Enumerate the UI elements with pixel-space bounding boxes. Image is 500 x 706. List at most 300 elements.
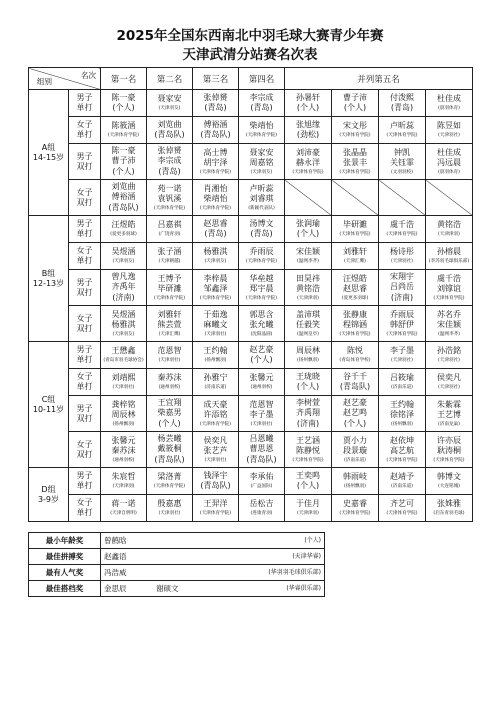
player-name: 范恩智 bbox=[249, 399, 274, 409]
result-cell bbox=[426, 396, 473, 432]
player-name: 侯奕凡 bbox=[437, 373, 461, 383]
player-name: 陈昱如 bbox=[437, 121, 461, 131]
result-cell bbox=[101, 270, 147, 306]
result-cell bbox=[332, 495, 379, 522]
result-cell bbox=[285, 144, 332, 180]
club-name: (天津体育学院) bbox=[386, 457, 418, 463]
player-name: 王奕鸣 bbox=[296, 470, 320, 480]
result-cell bbox=[379, 468, 426, 495]
player-name: 韩博文 bbox=[437, 472, 461, 482]
result-cell bbox=[332, 270, 379, 306]
result-cell bbox=[239, 369, 285, 396]
result-cell bbox=[332, 468, 379, 495]
result-cell bbox=[285, 495, 332, 522]
player-name: 华垒越 bbox=[249, 273, 274, 283]
player-name: 乔雨辰 bbox=[390, 309, 414, 319]
player-name: 朱宸哲 bbox=[111, 472, 136, 482]
result-cell bbox=[101, 243, 147, 270]
player-name: 徐铭泽 bbox=[390, 410, 414, 419]
result-cell bbox=[426, 90, 473, 117]
club-name: (天津体育学院) bbox=[107, 132, 140, 138]
player-name: 孙雅宁 bbox=[203, 373, 228, 383]
player-name: 宋佳颖 bbox=[296, 247, 320, 257]
player-name: 王约翰 bbox=[203, 346, 228, 356]
result-cell bbox=[147, 369, 193, 396]
result-cell bbox=[285, 306, 332, 342]
player-name: 柴嘉男 bbox=[157, 408, 182, 418]
result-cell bbox=[101, 396, 147, 432]
result-cell bbox=[426, 117, 473, 144]
result-cell bbox=[332, 306, 379, 342]
player-name: 刘靖熙 bbox=[111, 373, 136, 383]
club-name: (天津体育学院) bbox=[433, 457, 465, 463]
player-name: 王懋鑫 bbox=[111, 346, 136, 356]
result-cell bbox=[147, 306, 193, 342]
club-name: (晨羽体育) bbox=[438, 169, 460, 175]
result-cell bbox=[147, 180, 193, 216]
group-name: D组 bbox=[41, 484, 56, 494]
player-name: 李宗成 bbox=[157, 156, 182, 166]
event-name: 女子双打 bbox=[69, 180, 101, 216]
result-cell bbox=[193, 270, 239, 306]
result-cell bbox=[101, 216, 147, 243]
player-name: 宋翔宇 bbox=[390, 271, 414, 281]
player-name: 傅裕涵 bbox=[111, 192, 136, 202]
result-cell bbox=[193, 468, 239, 495]
player-name: 龚梓铭 bbox=[111, 399, 136, 409]
header-row bbox=[29, 68, 473, 90]
header-third: 第三名 bbox=[193, 68, 239, 90]
player-name: 陈一豪 bbox=[111, 92, 136, 102]
club-name: (天津体育学院) bbox=[339, 510, 371, 516]
club-name: (天津汇鹰) bbox=[344, 258, 366, 264]
result-cell bbox=[101, 306, 147, 342]
results-table bbox=[28, 67, 473, 522]
player-name: 曹思恩 bbox=[249, 444, 274, 454]
result-cell bbox=[147, 243, 193, 270]
player-name: 殷嘉惠 bbox=[157, 499, 182, 509]
award-winner bbox=[101, 533, 325, 549]
club-name: (个人) bbox=[343, 103, 367, 112]
player-name: 张艺芦 bbox=[203, 446, 228, 455]
result-cell bbox=[426, 432, 473, 468]
result-cell bbox=[426, 468, 473, 495]
club-name: (天津体育学院) bbox=[199, 295, 232, 301]
result-cell bbox=[147, 495, 193, 522]
player-name: 袁钒溪 bbox=[157, 194, 182, 203]
club-name: (天津体育学院) bbox=[339, 331, 371, 337]
club-name: (温网李齐) bbox=[297, 258, 319, 264]
result-cell bbox=[193, 117, 239, 144]
header-fourth: 第四名 bbox=[239, 68, 285, 90]
table-row bbox=[29, 468, 473, 495]
result-cell bbox=[101, 180, 147, 216]
club-name: (天津羽社) bbox=[204, 331, 227, 337]
club-name: (天津体育学院) bbox=[433, 295, 465, 301]
award-winner bbox=[101, 581, 325, 597]
result-cell bbox=[193, 396, 239, 432]
result-cell bbox=[147, 117, 193, 144]
player-name: 李宗成 bbox=[249, 92, 274, 102]
group-ages: 12-13岁 bbox=[32, 278, 65, 288]
club-name: (济南) bbox=[390, 292, 414, 302]
result-cell bbox=[147, 270, 193, 306]
event-name: 男子单打 bbox=[69, 342, 101, 369]
player-name: 刘沛豪 bbox=[296, 147, 320, 157]
result-cell bbox=[379, 396, 426, 432]
club-name: (天津羽社) bbox=[438, 384, 460, 390]
club-name: (天津羽社) bbox=[250, 421, 273, 427]
player-name: 秦苏沫 bbox=[157, 373, 182, 383]
player-name: 侯奕凡 bbox=[203, 435, 228, 445]
club-name: (青岛) bbox=[204, 103, 227, 112]
club-name: (济南龙巢) bbox=[438, 421, 460, 427]
player-name: 张倬赟 bbox=[157, 145, 182, 155]
result-cell bbox=[332, 369, 379, 396]
club-name: (天津羽社) bbox=[112, 384, 135, 390]
player-name: 钱泽宇 bbox=[203, 470, 228, 480]
club-name: (通州羽校) bbox=[158, 384, 181, 390]
club-name: (天津体育学院) bbox=[292, 457, 324, 463]
page-subtitle: 天津武清分站赛名次表 bbox=[182, 47, 318, 63]
club-name: (个人) bbox=[112, 166, 135, 176]
player-name: 陈一豪 bbox=[111, 145, 136, 155]
player-name: 王羿洋 bbox=[203, 499, 228, 509]
club-name: (济南) bbox=[112, 292, 135, 302]
header-corner bbox=[29, 68, 101, 90]
result-cell bbox=[426, 216, 473, 243]
player-name: 盖沛琪 bbox=[296, 309, 320, 319]
player-name: 汪煜皓 bbox=[111, 220, 136, 230]
result-cell bbox=[101, 342, 147, 369]
player-name: 卢昕蕊 bbox=[249, 183, 274, 193]
club-name: (个人) bbox=[250, 355, 273, 364]
player-name: 刘镎谊 bbox=[437, 284, 461, 293]
event-name: 女子双打 bbox=[69, 306, 101, 342]
player-name: 齐禹翔 bbox=[296, 408, 320, 418]
result-cell bbox=[147, 396, 193, 432]
header-second: 第二名 bbox=[147, 68, 193, 90]
header-fifth: 并列第五名 bbox=[285, 68, 473, 90]
player-name: 杜佳成 bbox=[437, 147, 461, 157]
result-cell bbox=[193, 306, 239, 342]
player-name: 王珑晓 bbox=[296, 371, 320, 381]
player-name: 吴煜涵 bbox=[111, 247, 136, 257]
player-name: 吕尚岳 bbox=[390, 282, 414, 292]
player-name: 张姝雅 bbox=[437, 499, 461, 509]
player-name: 许亦辰 bbox=[437, 435, 461, 445]
player-name: 熊芸萱 bbox=[157, 320, 182, 329]
club-name: (青岛市羽毛球协会) bbox=[103, 357, 144, 363]
result-cell bbox=[239, 216, 285, 243]
club-name: (济南乐道) bbox=[344, 457, 366, 463]
result-cell bbox=[193, 342, 239, 369]
club-name: (青岛) bbox=[390, 103, 414, 112]
player-name: 成天豪 bbox=[203, 399, 228, 409]
club-name: (青岛) bbox=[250, 229, 273, 238]
result-cell bbox=[379, 117, 426, 144]
result-cell bbox=[379, 216, 426, 243]
player-name: 赵思睿 bbox=[343, 284, 367, 293]
table-row bbox=[29, 180, 473, 216]
player-name: 张馨元 bbox=[249, 373, 274, 383]
club-name: (天津羽社) bbox=[438, 357, 460, 363]
result-cell bbox=[285, 468, 332, 495]
result-cell bbox=[101, 117, 147, 144]
player-name: 卢昕蕊 bbox=[390, 121, 414, 131]
result-cell bbox=[332, 144, 379, 180]
club-name: (天津羽社) bbox=[391, 357, 413, 363]
award-row bbox=[29, 565, 325, 581]
player-name: 李子墨 bbox=[249, 410, 274, 419]
table-row bbox=[29, 144, 473, 180]
player-name: 钟凯 bbox=[394, 147, 410, 157]
club-name: (个人) bbox=[343, 418, 367, 428]
club-name: (天津体育学院) bbox=[339, 231, 371, 237]
event-name: 男子双打 bbox=[69, 270, 101, 306]
group-name: B组 bbox=[41, 268, 56, 278]
player-name: 许添铭 bbox=[203, 410, 228, 419]
player-name: 韩雨岐 bbox=[343, 472, 367, 482]
table-row bbox=[29, 270, 473, 306]
table-row bbox=[29, 216, 473, 243]
player-name: 刘雅轩 bbox=[343, 247, 367, 257]
player-name: 高士博 bbox=[203, 147, 228, 157]
player-name: 陈静悦 bbox=[296, 446, 320, 455]
result-cell bbox=[147, 342, 193, 369]
player-name: 张景丰 bbox=[343, 158, 367, 167]
award-label: 最佳搭档奖 bbox=[29, 581, 101, 597]
player-name: 赵艺鸣 bbox=[343, 408, 367, 418]
club-name: (青岛队) bbox=[154, 454, 185, 464]
group-cell bbox=[29, 216, 69, 342]
result-cell bbox=[147, 216, 193, 243]
player-name: 张允曦 bbox=[249, 320, 274, 329]
club-name: (济南乐道) bbox=[391, 384, 413, 390]
result-cell bbox=[332, 90, 379, 117]
club-name: (青岛队) bbox=[108, 202, 139, 212]
result-cell bbox=[285, 117, 332, 144]
club-name: (天津羽社) bbox=[158, 510, 181, 516]
result-cell bbox=[332, 396, 379, 432]
result-cell bbox=[239, 270, 285, 306]
player-name: 李梓晨 bbox=[203, 273, 228, 283]
award-winner bbox=[101, 549, 325, 565]
result-cell bbox=[332, 117, 379, 144]
result-cell bbox=[379, 144, 426, 180]
player-name: 周辰林 bbox=[296, 346, 320, 356]
result-cell bbox=[426, 144, 473, 180]
club-name: (青岛体育学校) bbox=[339, 357, 371, 363]
club-name: (个人) bbox=[158, 418, 181, 428]
result-cell bbox=[101, 432, 147, 468]
player-name: 肖湘怡 bbox=[203, 183, 228, 193]
player-name: 冯远晨 bbox=[437, 158, 461, 167]
player-name: 聂家安 bbox=[249, 147, 274, 157]
club-name: (天津羽社) bbox=[158, 357, 181, 363]
event-name: 男子双打 bbox=[69, 396, 101, 432]
player-name: 田昊祎 bbox=[296, 273, 320, 283]
club-name: (青岛) bbox=[204, 229, 227, 238]
player-name: 关钰霏 bbox=[390, 158, 414, 167]
player-name: 高艺航 bbox=[390, 446, 414, 455]
event-name: 男子单打 bbox=[69, 90, 101, 117]
table-row bbox=[29, 117, 473, 144]
player-name: 曹子沛 bbox=[343, 92, 367, 102]
club-name: (温网皇亭) bbox=[297, 331, 319, 337]
player-name: 杨雅淇 bbox=[111, 320, 136, 329]
player-name: 刘雅轩 bbox=[157, 309, 182, 319]
player-name: 苑一诺 bbox=[157, 183, 182, 193]
player-name: 王约翰 bbox=[390, 399, 414, 409]
award-club: (个人) bbox=[304, 537, 321, 544]
club-name: (天津体育学院) bbox=[153, 295, 186, 301]
result-cell bbox=[193, 243, 239, 270]
result-cell bbox=[101, 495, 147, 522]
table-row bbox=[29, 342, 473, 369]
group-name: A组 bbox=[41, 142, 56, 152]
player-name: 孙榕晨 bbox=[437, 247, 461, 257]
player-name: 程锦涵 bbox=[343, 320, 367, 329]
club-name: (扬州飘羽) bbox=[204, 357, 227, 363]
event-name: 女子单打 bbox=[69, 117, 101, 144]
club-name: (个人) bbox=[112, 103, 135, 112]
player-name: 梁洛菁 bbox=[157, 472, 182, 482]
award-label: 最小年龄奖 bbox=[29, 533, 101, 549]
player-name: 刘睿琪 bbox=[249, 194, 274, 203]
player-name: 曹子沛 bbox=[111, 156, 136, 166]
awards-table bbox=[28, 532, 325, 597]
club-name: (文羽羽校) bbox=[391, 169, 413, 175]
player-name: 宋佳颖 bbox=[437, 320, 461, 329]
club-name: (天津自明明) bbox=[110, 510, 137, 516]
player-name: 于茹逸 bbox=[203, 309, 228, 319]
award-name: 金思辰 bbox=[104, 584, 127, 593]
club-name: (天津体育学院) bbox=[339, 169, 371, 175]
player-name: 齐艺可 bbox=[390, 499, 414, 509]
player-name: 杨雅淇 bbox=[203, 247, 228, 257]
player-name: 王艺涵 bbox=[296, 435, 320, 445]
player-name: 耿涛桐 bbox=[437, 446, 461, 455]
club-name: (青岛队) bbox=[200, 481, 231, 490]
player-name: 于佳月 bbox=[296, 499, 320, 509]
header-first: 第一名 bbox=[101, 68, 147, 90]
player-name: 张倬赟 bbox=[203, 92, 228, 102]
player-name: 杜佳成 bbox=[437, 94, 461, 104]
club-name: (个人) bbox=[296, 229, 320, 238]
result-cell bbox=[285, 342, 332, 369]
club-name: (天津体育学院) bbox=[386, 510, 418, 516]
club-name: (天津羽友) bbox=[112, 331, 135, 337]
table-row bbox=[29, 495, 473, 522]
result-cell bbox=[239, 342, 285, 369]
group-label: 组别 bbox=[37, 77, 52, 86]
event-name: 女子单打 bbox=[69, 369, 101, 396]
club-name: (天津津羽) bbox=[438, 231, 460, 237]
empty-cell bbox=[285, 180, 332, 216]
player-name: 柴靖怡 bbox=[249, 121, 274, 131]
club-name: (启东青羽毛球) bbox=[433, 510, 465, 516]
player-name: 孙暑轩 bbox=[296, 92, 320, 102]
club-name: (广饶青羽) bbox=[158, 231, 181, 237]
club-name: (天津朝越) bbox=[158, 258, 181, 264]
result-cell bbox=[379, 243, 426, 270]
result-cell bbox=[239, 432, 285, 468]
club-name: (天津体育学院) bbox=[199, 205, 232, 211]
result-cell bbox=[426, 369, 473, 396]
player-name: 秦苏沫 bbox=[111, 446, 136, 455]
club-name: (天津体育学院) bbox=[199, 421, 232, 427]
empty-cell bbox=[426, 180, 473, 216]
result-cell bbox=[332, 432, 379, 468]
player-name: 陈筱涵 bbox=[111, 121, 136, 131]
player-name: 张晶晶 bbox=[343, 147, 367, 157]
result-cell bbox=[193, 432, 239, 468]
result-cell bbox=[239, 468, 285, 495]
club-name: (天津羽友) bbox=[250, 169, 273, 175]
award-club: (天津华睿) bbox=[292, 553, 321, 560]
club-name: (劲松) bbox=[296, 130, 320, 139]
player-name: 赵艺豪 bbox=[249, 344, 274, 354]
club-name: (温网李齐) bbox=[438, 331, 460, 337]
player-name: 王艺博 bbox=[437, 410, 461, 419]
player-name: 张润瑜 bbox=[296, 218, 320, 228]
club-name: (天津体育学院) bbox=[386, 331, 418, 337]
club-name: (进康青羽) bbox=[250, 510, 273, 516]
result-cell bbox=[379, 306, 426, 342]
club-name: (爱更多羽球) bbox=[341, 295, 369, 301]
player-name: 张馨元 bbox=[111, 435, 136, 445]
club-name: (个人) bbox=[296, 103, 320, 112]
player-name: 柴靖怡 bbox=[203, 194, 228, 203]
player-name: 麻曦文 bbox=[203, 320, 228, 329]
result-cell bbox=[147, 468, 193, 495]
player-name: 毕研濉 bbox=[343, 220, 367, 230]
club-name: (青岛) bbox=[250, 103, 273, 112]
result-cell bbox=[147, 432, 193, 468]
club-name: (天津汇鹰) bbox=[158, 331, 181, 337]
player-name: 贾小力 bbox=[343, 435, 367, 445]
player-name: 蒋一诺 bbox=[111, 499, 136, 509]
club-name: (天津体育学院) bbox=[339, 132, 371, 138]
player-name: 任毅笑 bbox=[296, 320, 320, 329]
club-name: (天津羽友) bbox=[158, 105, 181, 111]
player-name: 毕研濉 bbox=[157, 284, 182, 293]
award-row bbox=[29, 533, 325, 549]
result-cell bbox=[426, 270, 473, 306]
player-name: 刘览曲 bbox=[157, 119, 182, 129]
player-name: 谷千千 bbox=[343, 371, 367, 381]
event-name: 男子单打 bbox=[69, 468, 101, 495]
player-name: 聂家安 bbox=[157, 94, 182, 104]
club-name: (天津体育学院) bbox=[199, 169, 232, 175]
result-cell bbox=[239, 495, 285, 522]
rank-label: 名次 bbox=[81, 71, 96, 80]
club-name: (爱更多羽球) bbox=[110, 231, 137, 237]
award-name: 赵鑫语 bbox=[104, 552, 127, 561]
table-row bbox=[29, 369, 473, 396]
player-name: 段景璇 bbox=[343, 446, 367, 455]
player-name: 王博予 bbox=[157, 273, 182, 283]
player-name: 赵靖予 bbox=[390, 472, 414, 482]
club-name: (李苏羽毛球俱乐部) bbox=[428, 258, 470, 264]
player-name: 赫永洋 bbox=[296, 158, 320, 167]
award-name: 冯浩威 bbox=[104, 568, 127, 577]
award-name: 曾鹤晗 bbox=[104, 536, 127, 545]
club-name: (天津羽社) bbox=[391, 258, 413, 264]
player-name: 赵艺豪 bbox=[343, 397, 367, 407]
club-name: (扬州飘羽) bbox=[344, 483, 366, 489]
